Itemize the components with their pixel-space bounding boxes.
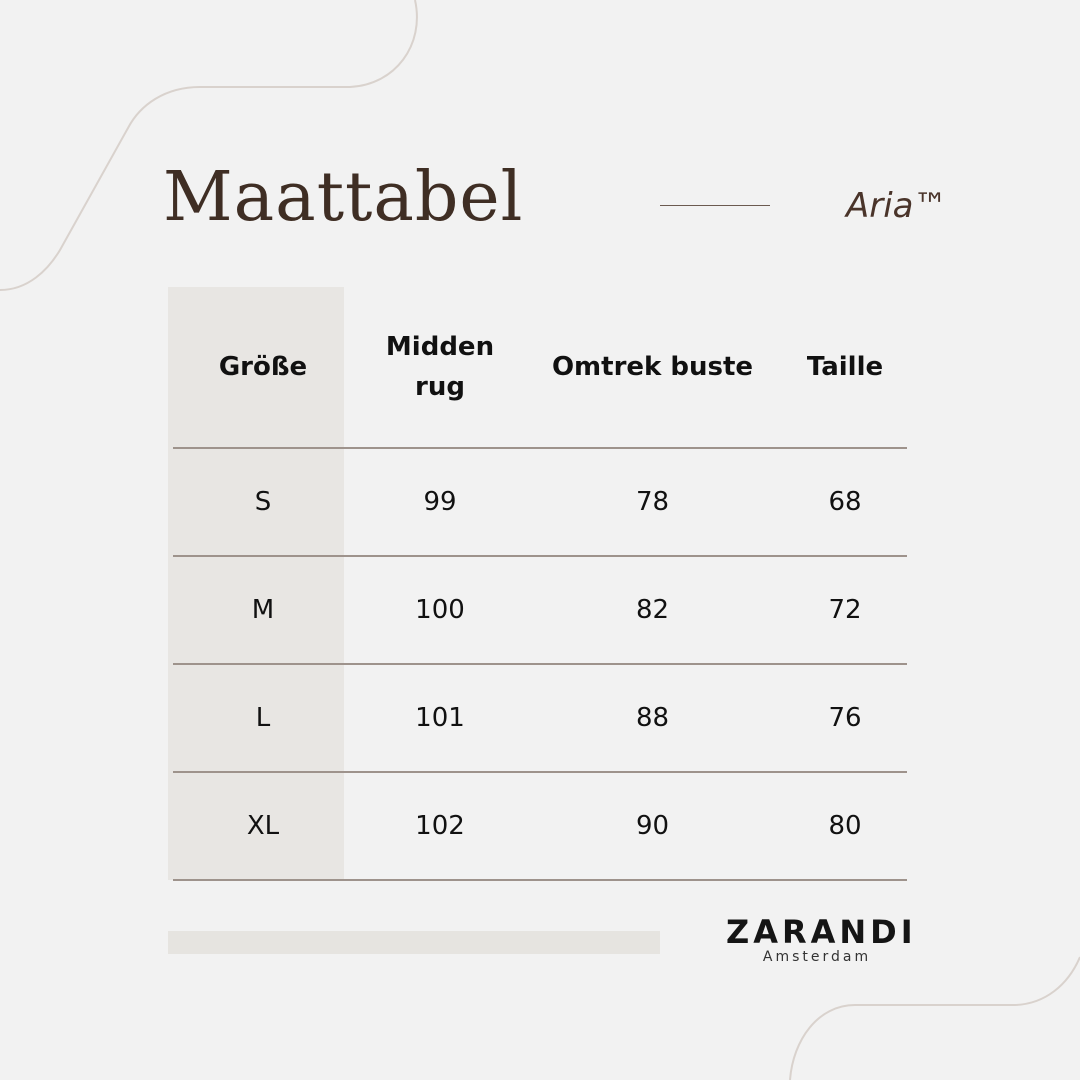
cell-omtrek-buste: 82 bbox=[635, 595, 670, 625]
header-midden-rug: Midden rug bbox=[385, 332, 495, 402]
cell-omtrek-buste: 90 bbox=[635, 811, 670, 841]
cell-midden-rug: 99 bbox=[423, 487, 457, 517]
cell-omtrek-buste: 78 bbox=[635, 487, 670, 517]
cell-size: XL bbox=[246, 811, 280, 841]
cell-size: S bbox=[254, 487, 272, 517]
top-left-curve bbox=[0, 0, 417, 290]
cell-size: L bbox=[255, 703, 271, 733]
cell-midden-rug: 101 bbox=[415, 703, 465, 733]
header-omtrek-buste: Omtrek buste bbox=[551, 352, 754, 382]
header-taille: Taille bbox=[806, 352, 884, 382]
decorative-bar bbox=[168, 931, 660, 954]
cell-taille: 72 bbox=[828, 595, 862, 625]
bottom-right-curve bbox=[790, 957, 1080, 1080]
page-title: Maattabel bbox=[163, 158, 524, 237]
header-size: Größe bbox=[218, 352, 308, 382]
cell-taille: 80 bbox=[828, 811, 862, 841]
brand-city: Amsterdam bbox=[762, 949, 872, 965]
brand-logo bbox=[726, 913, 917, 965]
cell-taille: 76 bbox=[828, 703, 862, 733]
cell-size: M bbox=[251, 595, 275, 625]
cell-omtrek-buste: 88 bbox=[635, 703, 670, 733]
product-name: Aria™ bbox=[846, 186, 948, 226]
title-divider bbox=[660, 205, 770, 206]
cell-taille: 68 bbox=[828, 487, 862, 517]
cell-midden-rug: 102 bbox=[415, 811, 465, 841]
row-divider bbox=[173, 879, 907, 881]
brand-name: ZARANDI bbox=[726, 913, 917, 951]
cell-midden-rug: 100 bbox=[415, 595, 465, 625]
